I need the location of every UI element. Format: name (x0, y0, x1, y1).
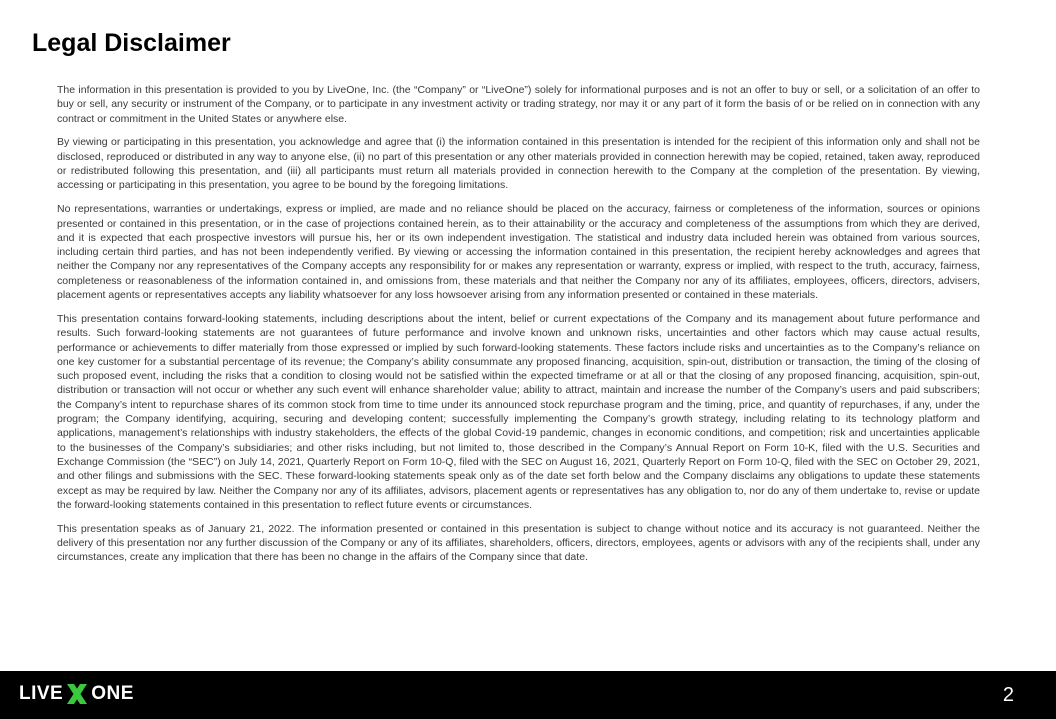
disclaimer-paragraph: No representations, warranties or undertakings, express or implied, are made and no reliance should be placed on the accuracy, fairness or completeness of the information, sources or opinions presented or contained in this presentation, or in the case of projections contained herein, as to their attainability or the accuracy and completeness of the assumptions from which they are derived, and it is expected that each prospective investors will pursue his, her or its own independent investigation. The statistical and industry data included herein was obtained from various sources, including certain third parties, and has not been independently verified. By viewing or accessing the information contained in this presentation, the recipient hereby acknowledges and agrees that neither the Company nor any representatives of the Company accepts any responsibility for or makes any representation or warranty, express or implied, with respect to the truth, accuracy, fairness, completeness or reasonableness of the information contained in, and omissions from, these materials and that neither the Company nor any of its affiliates, employees, officers, directors, advisers, placement agents or representatives accepts any liability whatsoever for any loss howsoever arising from any information presented or contained in these materials. (57, 203, 980, 302)
disclaimer-paragraph: This presentation contains forward-looking statements, including descriptions about the intent, belief or current expectations of the Company and its management about future performance and results. Such forward-looking statements are not guarantees of future performance and involve known and unknown risks, uncertainties and other factors which may cause actual results, performance or achievements to differ materially from those expressed or implied by such forward-looking statements. These factors include risks and uncertainties as to the Company’s reliance on one key customer for a substantial percentage of its revenue; the Company’s ability consummate any proposed financing, acquisition, spin-out, distribution or transaction, the timing of the closing of such proposed event, including the risks that a condition to closing would not be satisfied within the expected timeframe or at all or that the closing of any proposed financing, acquisition, spin-out, distribution or transaction will not occur or whether any such event will enhance shareholder value; ability to attract, maintain and increase the number of the Company’s users and paid subscribers; the Company’s intent to repurchase shares of its common stock from time to time under its announced stock repurchase program and the timing, price, and quantity of repurchases, if any, under the program; the Company identifying, acquiring, securing and developing content; successfully implementing the Company’s growth strategy, including relating to its technology platform and applications, management’s relationships with industry stakeholders, the effects of the global Covid-19 pandemic, changes in economic conditions, and competition; risk and uncertainties applicable to the businesses of the Company’s subsidiaries; and other risks including, but not limited to, those described in the Company’s Annual Report on Form 10-K, filed with the U.S. Securities and Exchange Commission (the “SEC”) on July 14, 2021, Quarterly Report on Form 10-Q, filed with the SEC on August 16, 2021, Quarterly Report on Form 10-Q, filed with the SEC on October 29, 2021, and other filings and submissions with the SEC. These forward-looking statements speak only as of the date set forth below and the Company disclaims any obligations to update these statements except as may be required by law. Neither the Company nor any of its affiliates, advisors, placement agents or representatives has any obligation to, nor do any of them undertake to, revise or update the forward-looking statements contained in this presentation to reflect future events or circumstances. (57, 312, 980, 511)
liveone-logo (19, 681, 134, 707)
disclaimer-paragraph: By viewing or participating in this presentation, you acknowledge and agree that (i) the information contained in this presentation is intended for the recipient of this information only and shall not be disclosed, reproduced or distributed in any way to anyone else, (ii) no part of this presentation or any other materials provided in connection herewith may be copied, retained, taken away, reproduced or redistributed following this presentation, and (iii) all participants must return all materials provided in connection herewith to the Company at the completion of the presentation. By viewing, accessing or participating in this presentation, you agree to be bound by the foregoing limitations. (57, 136, 980, 192)
disclaimer-paragraph: The information in this presentation is provided to you by LiveOne, Inc. (the “Company” or “LiveOne”) solely for informational purposes and is not an offer to buy or sell, or a solicitation of an offer to buy or sell, any security or instrument of the Company, or to participate in any investment activity or trading strategy, nor may it or any part of it form the basis of or be relied on in connection with any contract or commitment in the United States or anywhere else. (57, 84, 980, 125)
page-number: 2 (1002, 684, 1014, 706)
footer-bar (0, 671, 1056, 719)
disclaimer-body (57, 83, 980, 574)
logo-text-one: ONE (91, 683, 134, 704)
disclaimer-paragraph: This presentation speaks as of January 21, 2022. The information presented or contained in this presentation is subject to change without notice and its accuracy is not guaranteed. Neither the delivery of this presentation nor any further discussion of the Company or any of its affiliates, shareholders, officers, directors, employees, agents or advisors with any of the recipients shall, under any circumstances, create any implication that there has been no change in the affairs of the Company since that date. (57, 522, 980, 564)
logo-text-live: LIVE (19, 683, 64, 704)
page-title: Legal Disclaimer (32, 29, 231, 57)
x-icon (64, 681, 90, 707)
